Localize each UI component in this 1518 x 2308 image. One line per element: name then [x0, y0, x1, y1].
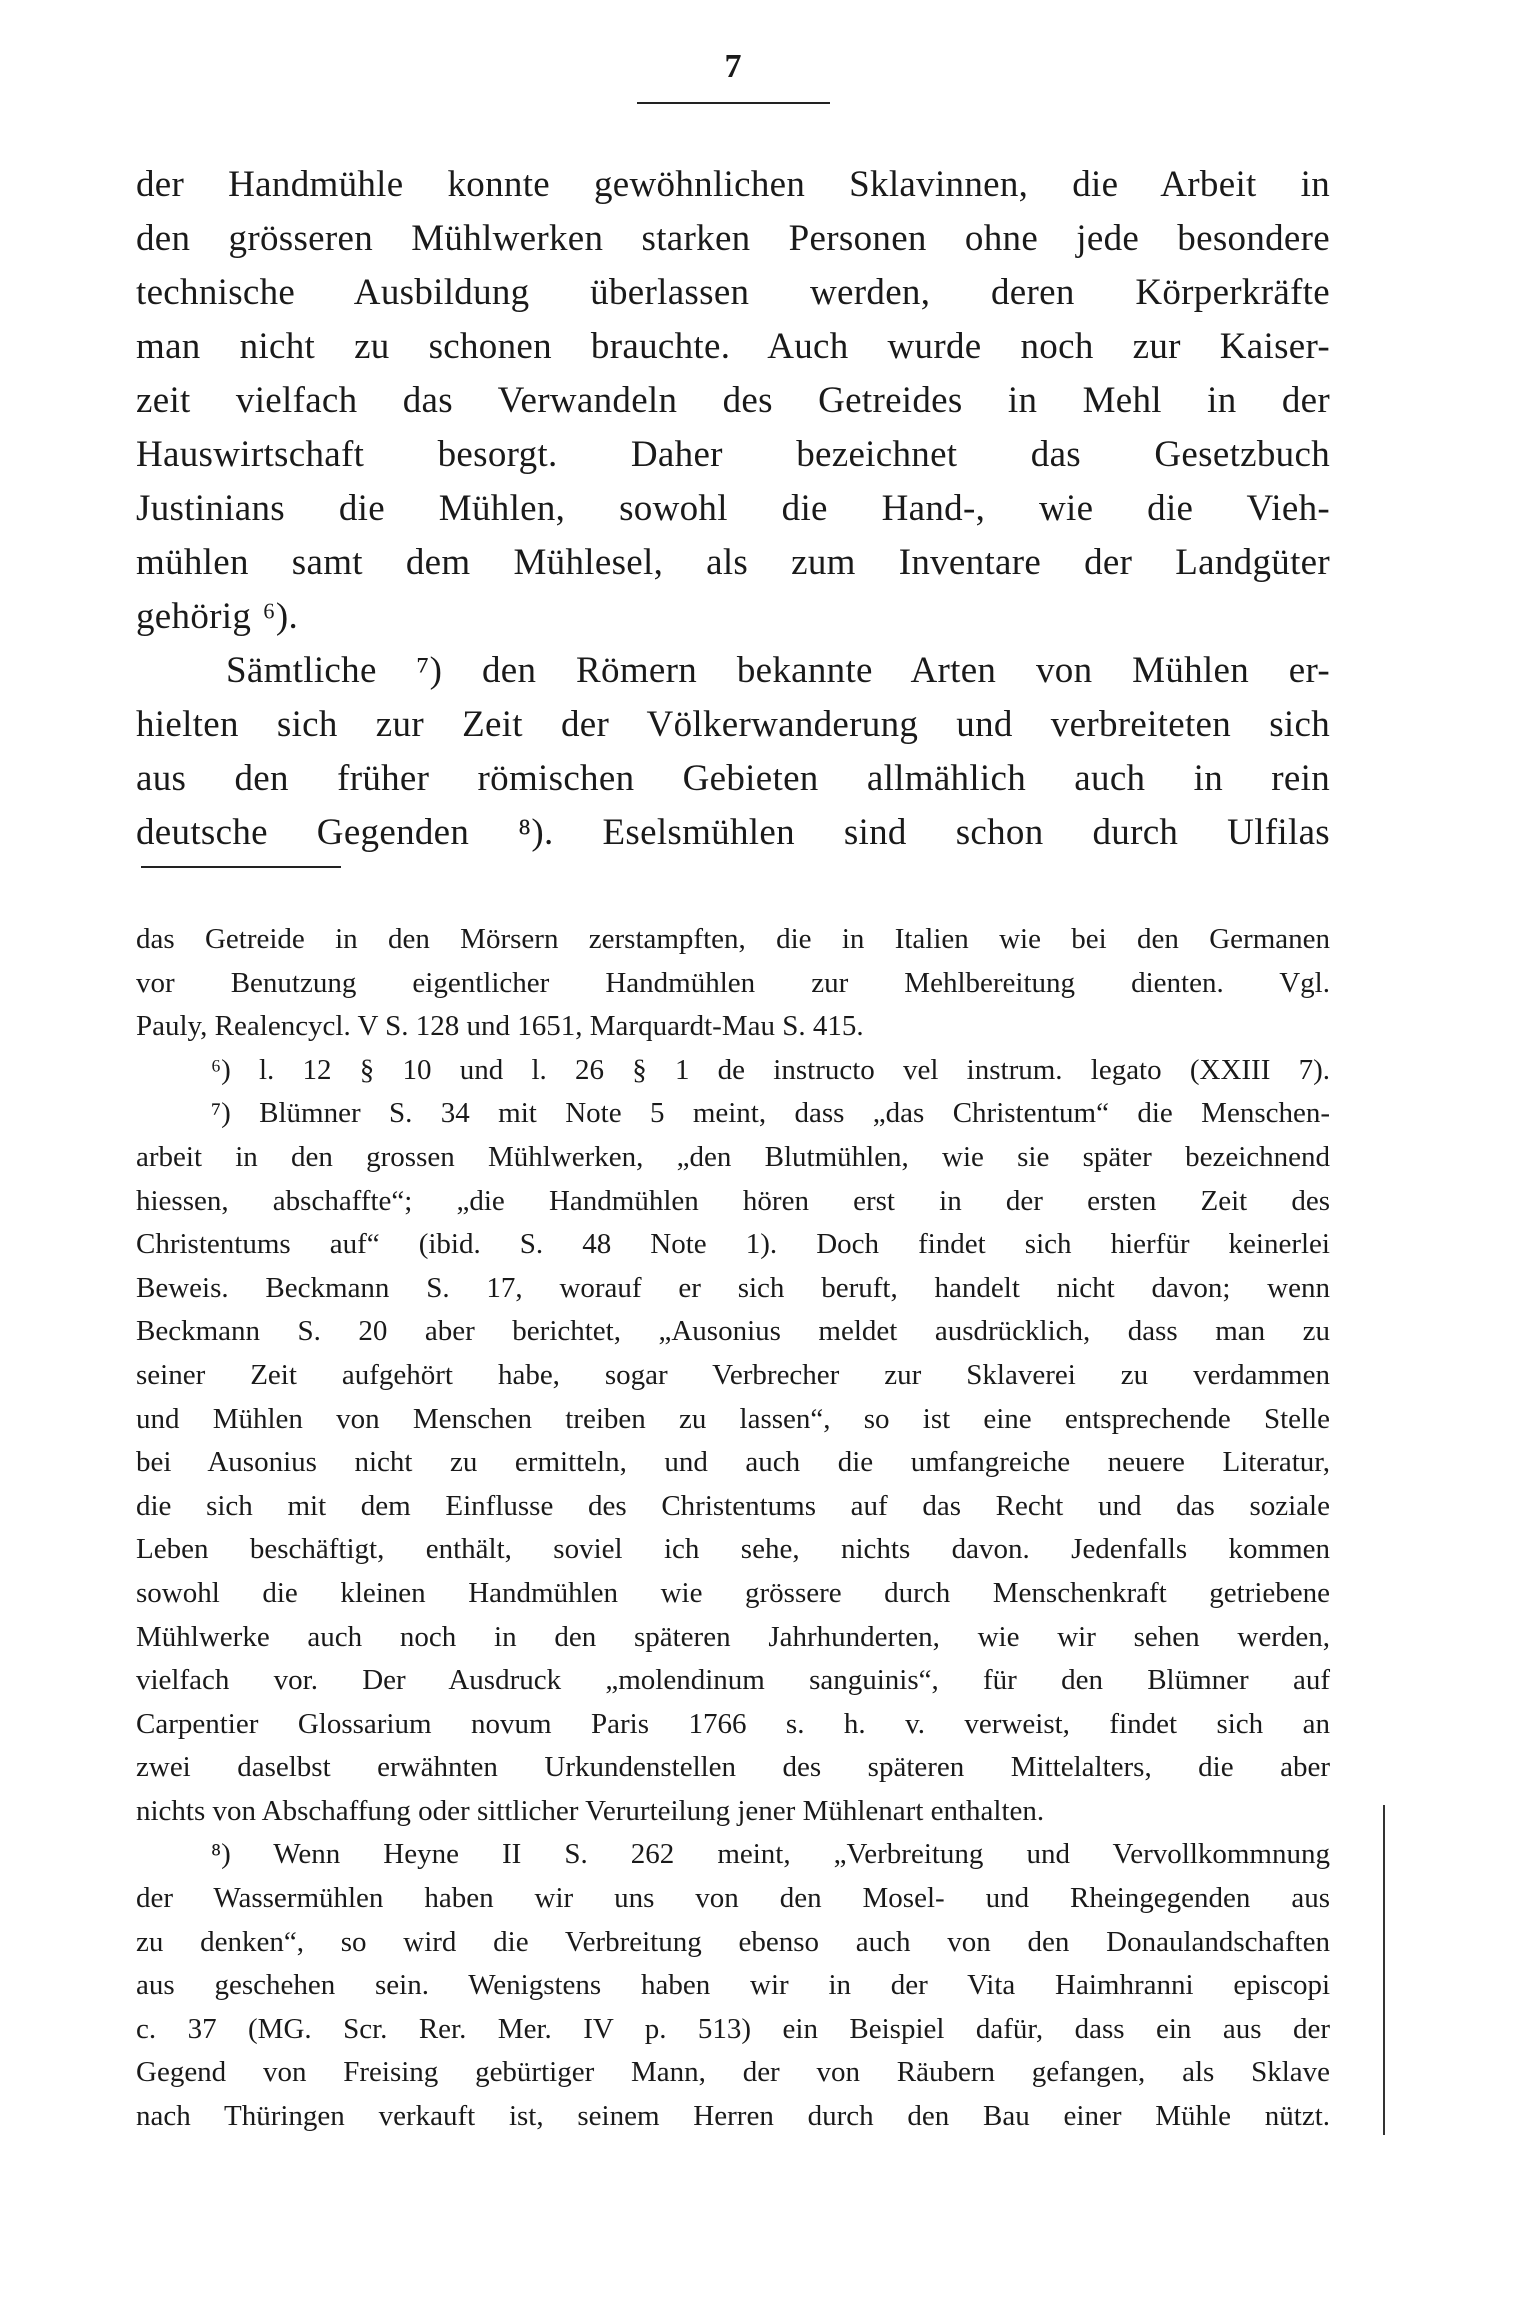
footnote-line: sowohl die kleinen Handmühlen wie grössere durch Menschenkraft getriebene: [136, 1576, 1330, 1609]
text-line: zeit vielfach das Verwandeln des Getreides in Mehl in der: [136, 380, 1330, 421]
footnote-line: Mühlwerke auch noch in den späteren Jahrhunderten, wie wir sehen werden,: [136, 1620, 1330, 1653]
footnote-line: Carpentier Glossarium novum Paris 1766 s. h. v. verweist, findet sich an: [136, 1707, 1330, 1740]
text-line: gehörig ⁶).: [136, 596, 299, 637]
text-line: mühlen samt dem Mühlesel, als zum Inventare der Landgüter: [136, 542, 1330, 583]
text-line: der Handmühle konnte gewöhnlichen Sklavinnen, die Arbeit in: [136, 164, 1330, 205]
footnote-line: Christentums auf“ (ibid. S. 48 Note 1). Doch findet sich hierfür keinerlei: [136, 1228, 1330, 1261]
footnote-line: vielfach vor. Der Ausdruck „molendinum sanguinis“, für den Blümner auf: [136, 1664, 1330, 1697]
footnote-line: die sich mit dem Einflusse des Christentums auf das Recht und das soziale: [136, 1489, 1330, 1522]
text-line: Justinians die Mühlen, sowohl die Hand-, wie die Vieh-: [136, 488, 1330, 529]
footnote-line: der Wassermühlen haben wir uns von den Mosel- und Rheingegenden aus: [136, 1882, 1330, 1915]
footnote-line: c. 37 (MG. Scr. Rer. Mer. IV p. 513) ein Beispiel dafür, dass ein aus der: [136, 2012, 1330, 2045]
margin-mark: [1383, 1805, 1385, 2135]
footnote-line: das Getreide in den Mörsern zerstampften, die in Italien wie bei den Germanen: [136, 923, 1330, 955]
text-line: hielten sich zur Zeit der Völkerwanderung und verbreiteten sich: [136, 704, 1330, 745]
footnote-line: hiessen, abschaffte“; „die Handmühlen hören erst in der ersten Zeit des: [136, 1184, 1330, 1217]
footnote-line: Beckmann S. 20 aber berichtet, „Ausonius meldet ausdrücklich, dass man zu: [136, 1315, 1330, 1348]
footnote-line: seiner Zeit aufgehört habe, sogar Verbrecher zur Sklaverei zu verdammen: [136, 1358, 1330, 1391]
footnote-line: zwei daselbst erwähnten Urkundenstellen des späteren Mittelalters, die aber: [136, 1751, 1330, 1784]
footnote-line: zu denken“, so wird die Verbreitung ebenso auch von den Donaulandschaften: [136, 1925, 1330, 1958]
text-line: Sämtliche ⁷) den Römern bekannte Arten von Mühlen er-: [226, 650, 1330, 691]
footnote-line: ⁸) Wenn Heyne II S. 262 meint, „Verbreitung und Vervollkommnung: [211, 1838, 1330, 1871]
footnote-line: Leben beschäftigt, enthält, soviel ich sehe, nichts davon. Jedenfalls kommen: [136, 1533, 1330, 1566]
footnote-line: vor Benutzung eigentlicher Handmühlen zur Mehlbereitung dienten. Vgl.: [136, 966, 1330, 999]
text-line: Hauswirtschaft besorgt. Daher bezeichnet das Gesetzbuch: [136, 434, 1330, 475]
footnote-line: nach Thüringen verkauft ist, seinem Herren durch den Bau einer Mühle nützt.: [136, 2100, 1330, 2133]
text-line: den grösseren Mühlwerken starken Personen ohne jede besondere: [136, 218, 1330, 259]
text-line: aus den früher römischen Gebieten allmählich auch in rein: [136, 758, 1330, 799]
main-text: [136, 158, 1330, 860]
footnote-line: arbeit in den grossen Mühlwerken, „den Blutmühlen, wie sie später bezeichnend: [136, 1140, 1330, 1173]
footnote-separator: [141, 866, 341, 868]
text-line: man nicht zu schonen brauchte. Auch wurde noch zur Kaiser-: [136, 326, 1330, 367]
page-number-rule: [637, 102, 830, 104]
footnote-line: Pauly, Realencycl. V S. 128 und 1651, Marquardt-Mau S. 415.: [136, 1010, 864, 1043]
footnotes: [136, 918, 1330, 2139]
footnote-line: Gegend von Freising gebürtiger Mann, der von Räubern gefangen, als Sklave: [136, 2056, 1330, 2089]
footnote-line: bei Ausonius nicht zu ermitteln, und auch die umfangreiche neuere Literatur,: [136, 1446, 1330, 1479]
text-line: deutsche Gegenden ⁸). Eselsmühlen sind schon durch Ulfilas: [136, 812, 1330, 853]
footnote-line: und Mühlen von Menschen treiben zu lassen“, so ist eine entsprechende Stelle: [136, 1402, 1330, 1435]
footnote-line: nichts von Abschaffung oder sittlicher Verurteilung jener Mühlenart enthalten.: [136, 1794, 1045, 1827]
page-number: 7: [724, 48, 742, 85]
footnote-line: aus geschehen sein. Wenigstens haben wir in der Vita Haimhranni episcopi: [136, 1969, 1330, 2002]
footnote-line: Beweis. Beckmann S. 17, worauf er sich beruft, handelt nicht davon; wenn: [136, 1271, 1330, 1304]
text-line: technische Ausbildung überlassen werden, deren Körperkräfte: [136, 272, 1330, 313]
footnote-line: ⁷) Blümner S. 34 mit Note 5 meint, dass „das Christentum“ die Menschen-: [211, 1097, 1330, 1130]
footnote-line: ⁶) l. 12 § 10 und l. 26 § 1 de instructo vel instrum. legato (XXIII 7).: [211, 1053, 1330, 1086]
